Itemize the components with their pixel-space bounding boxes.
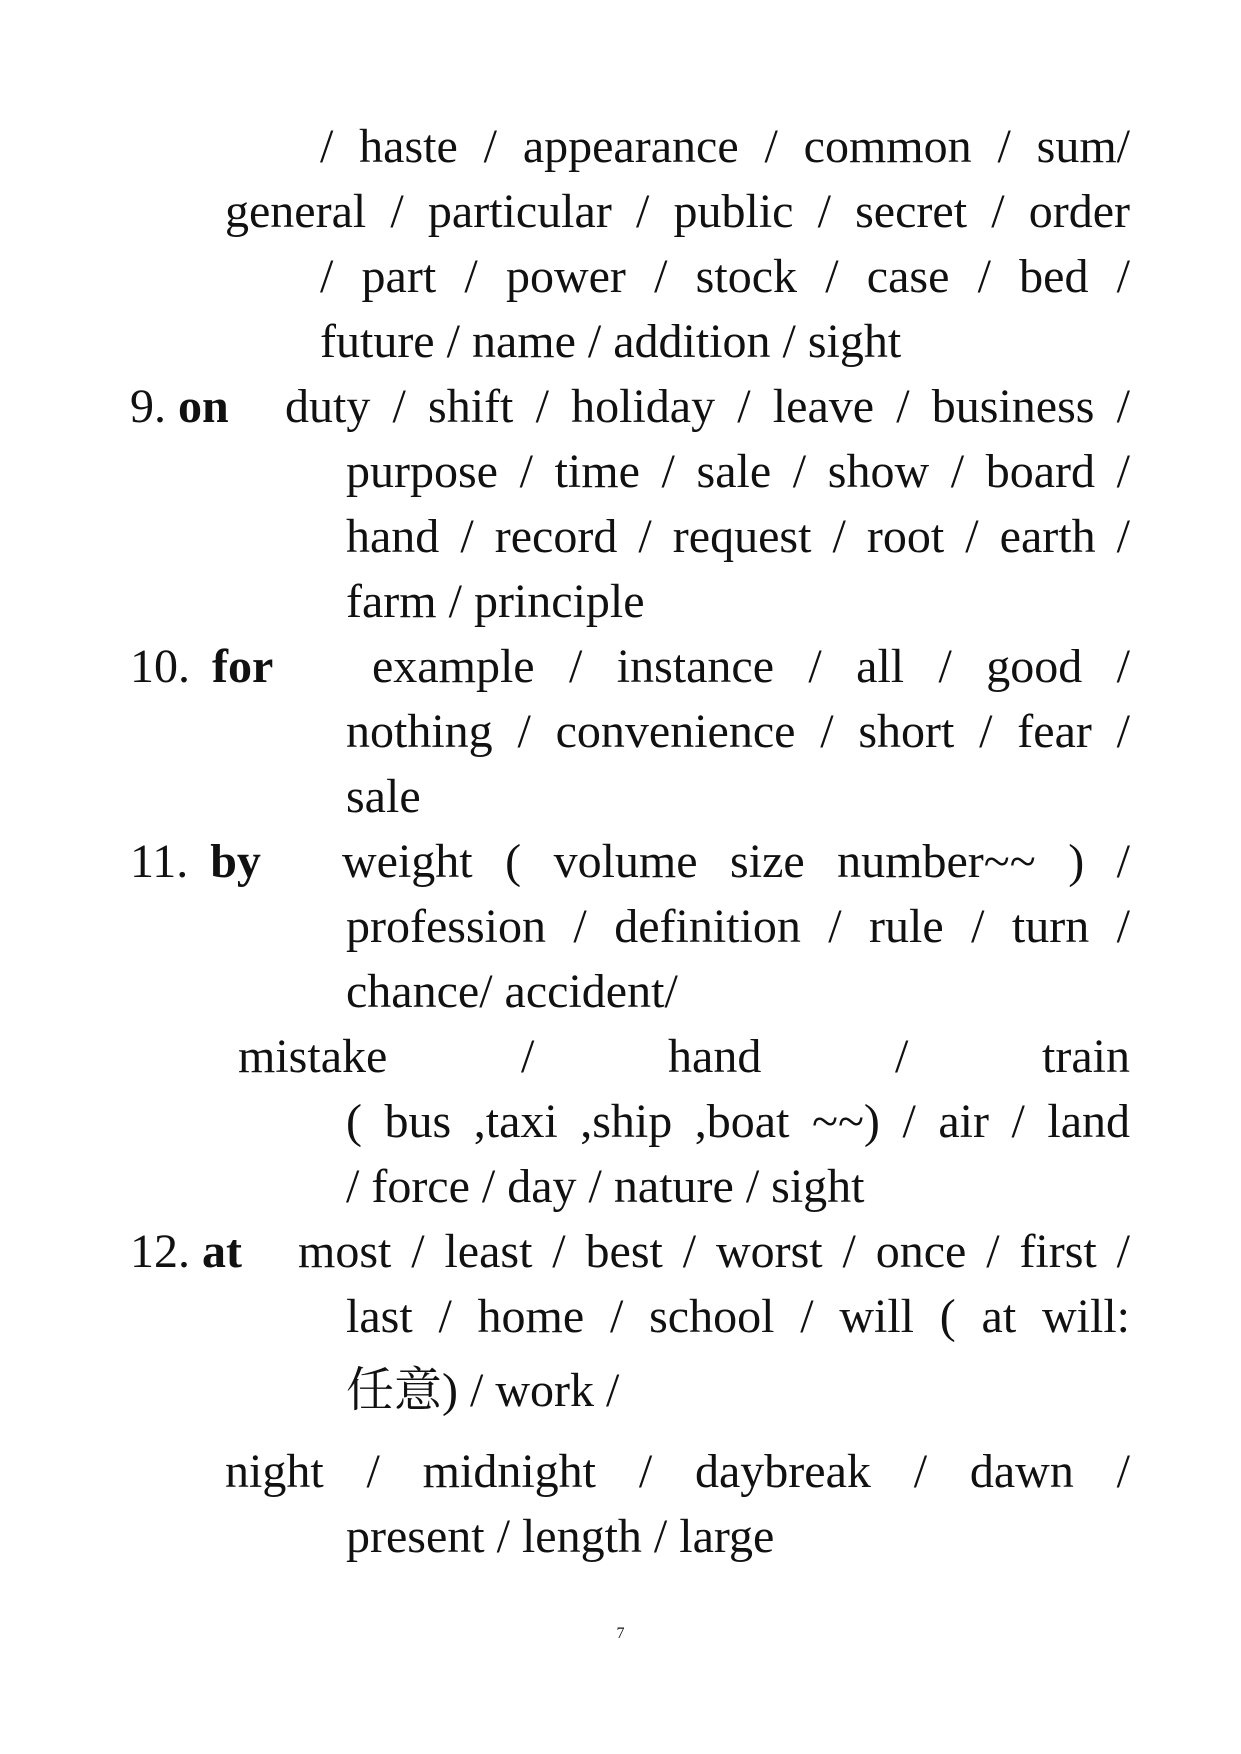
entry-12-line-5: present / length / large	[346, 1510, 775, 1563]
entry-12-line-1: most / least / best / worst / once / first /	[298, 1225, 1130, 1278]
page-number: 7	[616, 1625, 625, 1642]
entry-11-line-4: mistake / hand / train	[238, 1030, 1130, 1083]
entry-11-line-6: / force / day / nature / sight	[346, 1160, 865, 1213]
entry-11-line-5: ( bus ,taxi ,ship ,boat ~~) / air / land	[346, 1095, 1130, 1148]
entry-9-line-1: duty / shift / holiday / leave / business /	[285, 380, 1130, 433]
entry-10-heading	[130, 638, 273, 696]
entry-9-heading	[130, 378, 229, 436]
entry-preposition: by	[210, 835, 261, 888]
entry-10-line-1: example / instance / all / good /	[372, 640, 1130, 693]
intro-line-3: / part / power / stock / case / bed /	[320, 250, 1130, 303]
intro-line-2: general / particular / public / secret / order	[225, 185, 1130, 238]
entry-9-line-3: hand / record / request / root / earth /	[346, 510, 1130, 563]
intro-line-1: / haste / appearance / common / sum/	[320, 120, 1130, 173]
entry-number: 12.	[130, 1225, 190, 1278]
entry-preposition: at	[202, 1225, 242, 1278]
entry-12-line-2: last / home / school / will ( at will:	[346, 1290, 1130, 1343]
entry-11-heading	[130, 833, 261, 891]
entry-12-line-3: 任意) / work /	[346, 1364, 620, 1417]
entry-preposition: for	[212, 640, 274, 693]
entry-10-line-2: nothing / convenience / short / fear /	[346, 705, 1130, 758]
entry-10-line-3: sale	[346, 770, 421, 823]
entry-number: 11.	[130, 835, 189, 888]
entry-number: 9.	[130, 380, 166, 433]
entry-11-line-2: profession / definition / rule / turn /	[346, 900, 1130, 953]
entry-12-heading	[130, 1223, 242, 1281]
entry-11-line-1: weight ( volume size number~~ ) /	[342, 835, 1130, 888]
entry-11-line-3: chance/ accident/	[346, 965, 678, 1018]
entry-9-line-2: purpose / time / sale / show / board /	[346, 445, 1130, 498]
entry-12-line-4: night / midnight / daybreak / dawn /	[225, 1445, 1130, 1498]
entry-preposition: on	[178, 380, 229, 433]
entry-9-line-4: farm / principle	[346, 575, 645, 628]
entry-number: 10.	[130, 640, 190, 693]
intro-line-4: future / name / addition / sight	[320, 315, 902, 368]
